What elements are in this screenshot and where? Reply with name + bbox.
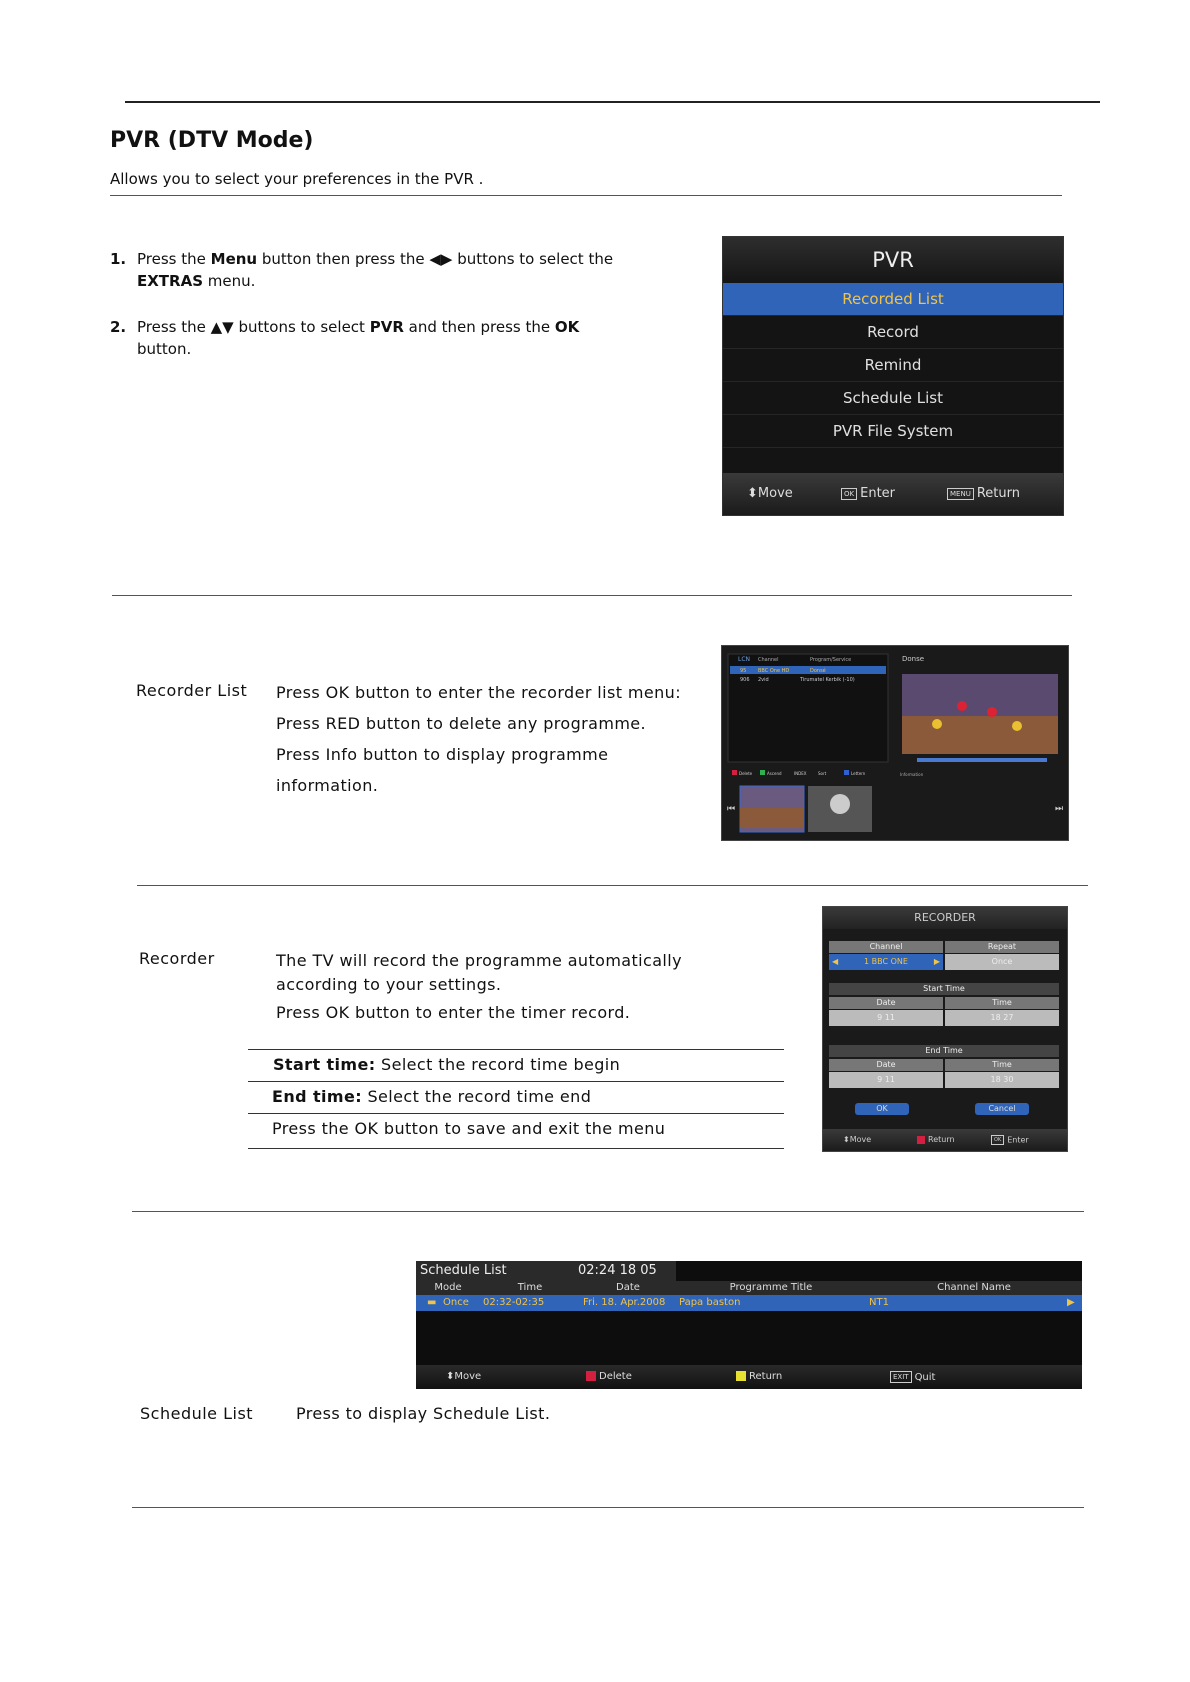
section-rule-3 [132, 1211, 1084, 1212]
repeat-label: Repeat [945, 941, 1059, 953]
left-right-arrows-icon: ◀▶ [429, 250, 453, 268]
col-lcn: LCN [738, 656, 751, 663]
end-date-value[interactable]: 9 11 [829, 1072, 943, 1088]
schedule-list-title-bar: Schedule List 02:24 18 05 [416, 1261, 676, 1281]
top-rule [125, 101, 1100, 103]
legend-index: INDEX [794, 771, 807, 776]
row-1-program: Donsé [810, 668, 826, 674]
pvr-menu-title: PVR [723, 237, 1063, 283]
move-hint: ⬍Move [747, 486, 793, 501]
schedule-row[interactable]: ▬ Once 02:32-02:35 Fri. 18. Apr.2008 Papa baston NT1 ▶ [416, 1295, 1082, 1311]
table-rule [248, 1148, 784, 1149]
pvr-menu-item-file-system[interactable]: PVR File System [723, 415, 1063, 448]
up-down-icon: ⬍ [747, 486, 758, 501]
pvr-menu-footer [723, 473, 1063, 515]
move-hint: ⬍Move [843, 1135, 872, 1144]
row-2-lcn: 906 [740, 677, 750, 683]
end-time-label: End Time [829, 1045, 1059, 1057]
legend-ascend: Ascend [767, 771, 782, 776]
start-time-value[interactable]: 18 27 [945, 1010, 1059, 1026]
delete-hint: Delete [586, 1371, 632, 1382]
ok-key-icon: OK [991, 1135, 1004, 1145]
ok-button[interactable]: OK [855, 1103, 909, 1115]
table-row-end: End time: Select the record time end [272, 1087, 592, 1106]
table-row-start: Start time: Select the record time begin [273, 1055, 621, 1074]
record-icon: ▬ [427, 1297, 437, 1308]
return-hint: Return [917, 1135, 955, 1144]
recorder-dialog-footer [823, 1129, 1067, 1151]
step-text: Press the ▲▼ buttons to select PVR and then press the OK button. [137, 318, 580, 358]
pvr-menu-screenshot [722, 236, 1064, 516]
start-time-label: Start Time [829, 983, 1059, 995]
return-hint: MENU Return [947, 486, 1020, 501]
next-icon: ⏭ [1055, 804, 1064, 814]
channel-label: Channel [829, 941, 943, 953]
schedule-footer [416, 1365, 1082, 1389]
row-1-channel: BBC One HD [758, 668, 790, 674]
chevron-right-icon: ▶ [933, 957, 940, 966]
enter-hint: OK Enter [841, 486, 895, 501]
pvr-menu-item-recorded-list[interactable]: Recorded List [723, 283, 1063, 316]
preview-title: Donse [902, 655, 925, 663]
start-time-col-label: Time [945, 997, 1059, 1009]
up-down-icon: ⬍ [843, 1135, 850, 1144]
enter-hint: OK Enter [991, 1135, 1029, 1145]
section-rule-1 [112, 595, 1072, 596]
yellow-key-icon [736, 1371, 746, 1381]
exit-key-icon: EXIT [890, 1371, 912, 1383]
chevron-right-icon: ▶ [1067, 1297, 1075, 1308]
recorder-dialog-screenshot [822, 906, 1068, 1152]
cancel-button[interactable]: Cancel [975, 1103, 1029, 1115]
table-rule [248, 1049, 784, 1050]
pvr-menu-item-schedule-list[interactable]: Schedule List [723, 382, 1063, 415]
subtitle-rule [110, 195, 1062, 196]
step-number: 1. [110, 250, 127, 268]
page-title: PVR (DTV Mode) [110, 128, 314, 153]
recorder-dialog-title: RECORDER [823, 907, 1067, 929]
schedule-header-row: Mode Time Date Programme Title Channel Name [416, 1281, 1082, 1295]
table-row-save: Press the OK button to save and exit the menu [272, 1119, 666, 1138]
legend-delete: Delete [739, 771, 753, 776]
step-text: Press the Menu button then press the ◀▶ buttons to select the EXTRAS menu. [137, 250, 614, 290]
start-date-value[interactable]: 9 11 [829, 1010, 943, 1026]
recorder-label: Recorder [139, 949, 215, 968]
recorder-list-label: Recorder List [136, 681, 248, 700]
recorder-list-screen [722, 646, 1068, 840]
row-2-channel: 2vid [758, 677, 769, 683]
col-program: Program/Service [810, 657, 852, 663]
recorder-list-text: Press OK button to enter the recorder list menu: Press RED button to delete any programme. Press Info button to display programme information. [276, 683, 681, 795]
step-number: 2. [110, 318, 127, 336]
table-rule [248, 1113, 784, 1114]
schedule-list-screenshot [416, 1261, 1082, 1389]
start-date-label: Date [829, 997, 943, 1009]
col-channel: Channel [758, 657, 779, 663]
move-hint: ⬍Move [446, 1371, 482, 1382]
step-2 [110, 316, 630, 362]
section-rule-2 [137, 885, 1088, 886]
red-key-icon [586, 1371, 596, 1381]
prev-icon: ⏮ [727, 804, 736, 814]
chevron-left-icon: ◀ [832, 957, 839, 966]
row-1-lcn: 95 [740, 668, 747, 674]
return-hint: Return [736, 1371, 782, 1382]
end-time-col-label: Time [945, 1059, 1059, 1071]
red-key-icon [917, 1136, 925, 1144]
table-rule [248, 1081, 784, 1082]
menu-key-icon: MENU [947, 488, 974, 500]
quit-hint: EXIT Quit [890, 1371, 935, 1383]
legend-sort: Sort [818, 771, 827, 776]
step-1 [110, 248, 630, 294]
legend-lettern: Lettern [851, 771, 866, 776]
bottom-rule [132, 1507, 1084, 1508]
ok-key-icon: OK [841, 488, 857, 500]
pvr-menu-item-remind[interactable]: Remind [723, 349, 1063, 382]
page-subtitle: Allows you to select your preferences in the PVR . [110, 170, 484, 188]
row-2-program: Tirumatel Kerbik (-10) [800, 677, 855, 683]
channel-value[interactable]: ◀ 1 BBC ONE ▶ [829, 954, 943, 970]
recorder-list-screenshot [721, 645, 1069, 841]
end-time-value[interactable]: 18 30 [945, 1072, 1059, 1088]
schedule-list-text: Press to display Schedule List. [296, 1404, 551, 1423]
end-date-label: Date [829, 1059, 943, 1071]
pvr-menu-item-record[interactable]: Record [723, 316, 1063, 349]
recorder-text: The TV will record the programme automatically according to your settings. Press OK button to enter the timer record. [276, 951, 682, 1022]
schedule-list-label: Schedule List [140, 1404, 254, 1423]
repeat-value[interactable]: Once [945, 954, 1059, 970]
clock: 02:24 18 05 [578, 1263, 657, 1278]
up-down-arrows-icon: ▲▼ [210, 318, 234, 336]
up-down-icon: ⬍ [446, 1371, 455, 1382]
info-label: Information [900, 772, 924, 777]
